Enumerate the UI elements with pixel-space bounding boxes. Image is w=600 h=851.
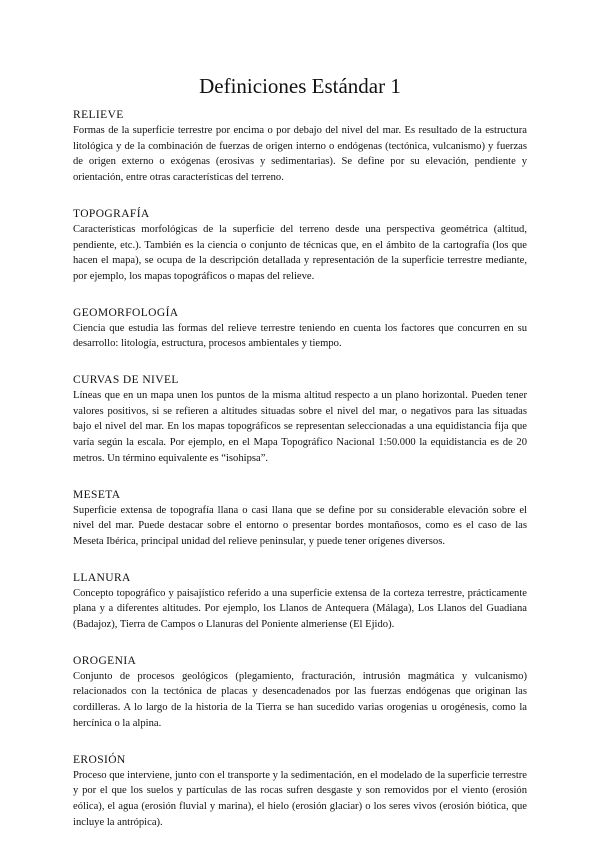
definition-geomorfologia	[73, 306, 527, 352]
definition-heading: MESETA	[73, 488, 121, 501]
definition-heading: TOPOGRAFÍA	[73, 207, 150, 220]
definition-text: Formas de la superficie terrestre por encima o por debajo del nivel del mar. Es resultado de la estructura litológica y de la combinación de fuerzas de origen interno o endógenas (tectónica, vulcanismo) y fuerzas de origen externo o exógenas (erosivas y sedimentarias). Se define por su elevación, pendiente y orientación, entre otras características del terreno.	[73, 125, 527, 184]
definition-meseta	[73, 488, 527, 550]
definition-text: Concepto topográfico y paisajístico referido a una superficie extensa de la corteza terrestre, prácticamente plana y a diferentes altitudes. Por ejemplo, los Llanos de Antequera (Málaga), Los Llanos del Guadiana (Badajoz), Tierra de Campos o Llanuras del Poniente almeriense (El Ejido).	[73, 587, 527, 631]
definition-curvas-de-nivel	[73, 373, 527, 467]
definition-heading: LLANURA	[73, 571, 131, 584]
definition-llanura	[73, 571, 527, 633]
definitions-list	[73, 108, 527, 851]
definition-text: Líneas que en un mapa unen los puntos de la misma altitud respecto a un plano horizontal. Pueden tener valores positivos, si se refieren a altitudes situadas sobre el nivel del mar, o negativos para las situadas bajo el nivel del mar. En los mapas topográficos se representan seleccionadas a una equidistancia fija que varía según la escala. Por ejemplo, en el Mapa Topográfico Nacional 1:50.000 la equidistancia es de 20 metros. Un término equivalente es “isohipsa”.	[73, 390, 527, 464]
page-title: Definiciones Estándar 1	[199, 74, 401, 98]
definition-text: Proceso que interviene, junto con el transporte y la sedimentación, en el modelado de la superficie terrestre y por el que los suelos y partículas de las rocas sufren desgaste y son removidos por el viento (erosión eólica), el agua (erosión fluvial y marina), el hielo (erosión glaciar) o los seres vivos (erosión biótica, que incluye la antrópica).	[73, 769, 527, 828]
definition-heading: EROSIÓN	[73, 753, 126, 766]
definition-orogenia	[73, 654, 527, 732]
definition-text: Características morfológicas de la superficie del terreno desde una perspectiva geométrica (altitud, pendiente, etc.). También es la ciencia o conjunto de técnicas que, en el ámbito de la cartografía (los que hacen el mapa), se ocupa de la descripción detallada y representación de la superficie terrestre mediante, por ejemplo, los mapas topográficos o mapas del relieve.	[73, 223, 527, 282]
definition-erosion	[73, 753, 527, 831]
definition-relieve	[73, 108, 527, 186]
definition-heading: OROGENIA	[73, 654, 137, 667]
definition-heading: GEOMORFOLOGÍA	[73, 306, 179, 319]
definition-text: Ciencia que estudia las formas del relieve terrestre teniendo en cuenta los factores que concurren en su desarrollo: litología, estructura, procesos ambientales y tiempo.	[73, 322, 527, 350]
definition-topografia	[73, 207, 527, 285]
definition-heading: RELIEVE	[73, 109, 124, 121]
definition-text: Superficie extensa de topografía llana o casi llana que se define por su considerable elevación sobre el nivel del mar. Puede destacar sobre el entorno o presentar bordes montañosos, como es el caso de las Meseta Ibérica, principal unidad del relieve peninsular, y puede tener orígenes diversos.	[73, 504, 527, 547]
definition-heading: CURVAS DE NIVEL	[73, 374, 179, 387]
definition-text: Conjunto de procesos geológicos (plegamiento, fracturación, intrusión magmática y vulcanismo) relacionados con la tectónica de placas y desencadenados por las fuerzas endógenas que originan las cordilleras. A lo largo de la historia de la Tierra se han sucedido varias orogenias u orogénesis, como la hercínica o la alpina.	[73, 670, 527, 729]
